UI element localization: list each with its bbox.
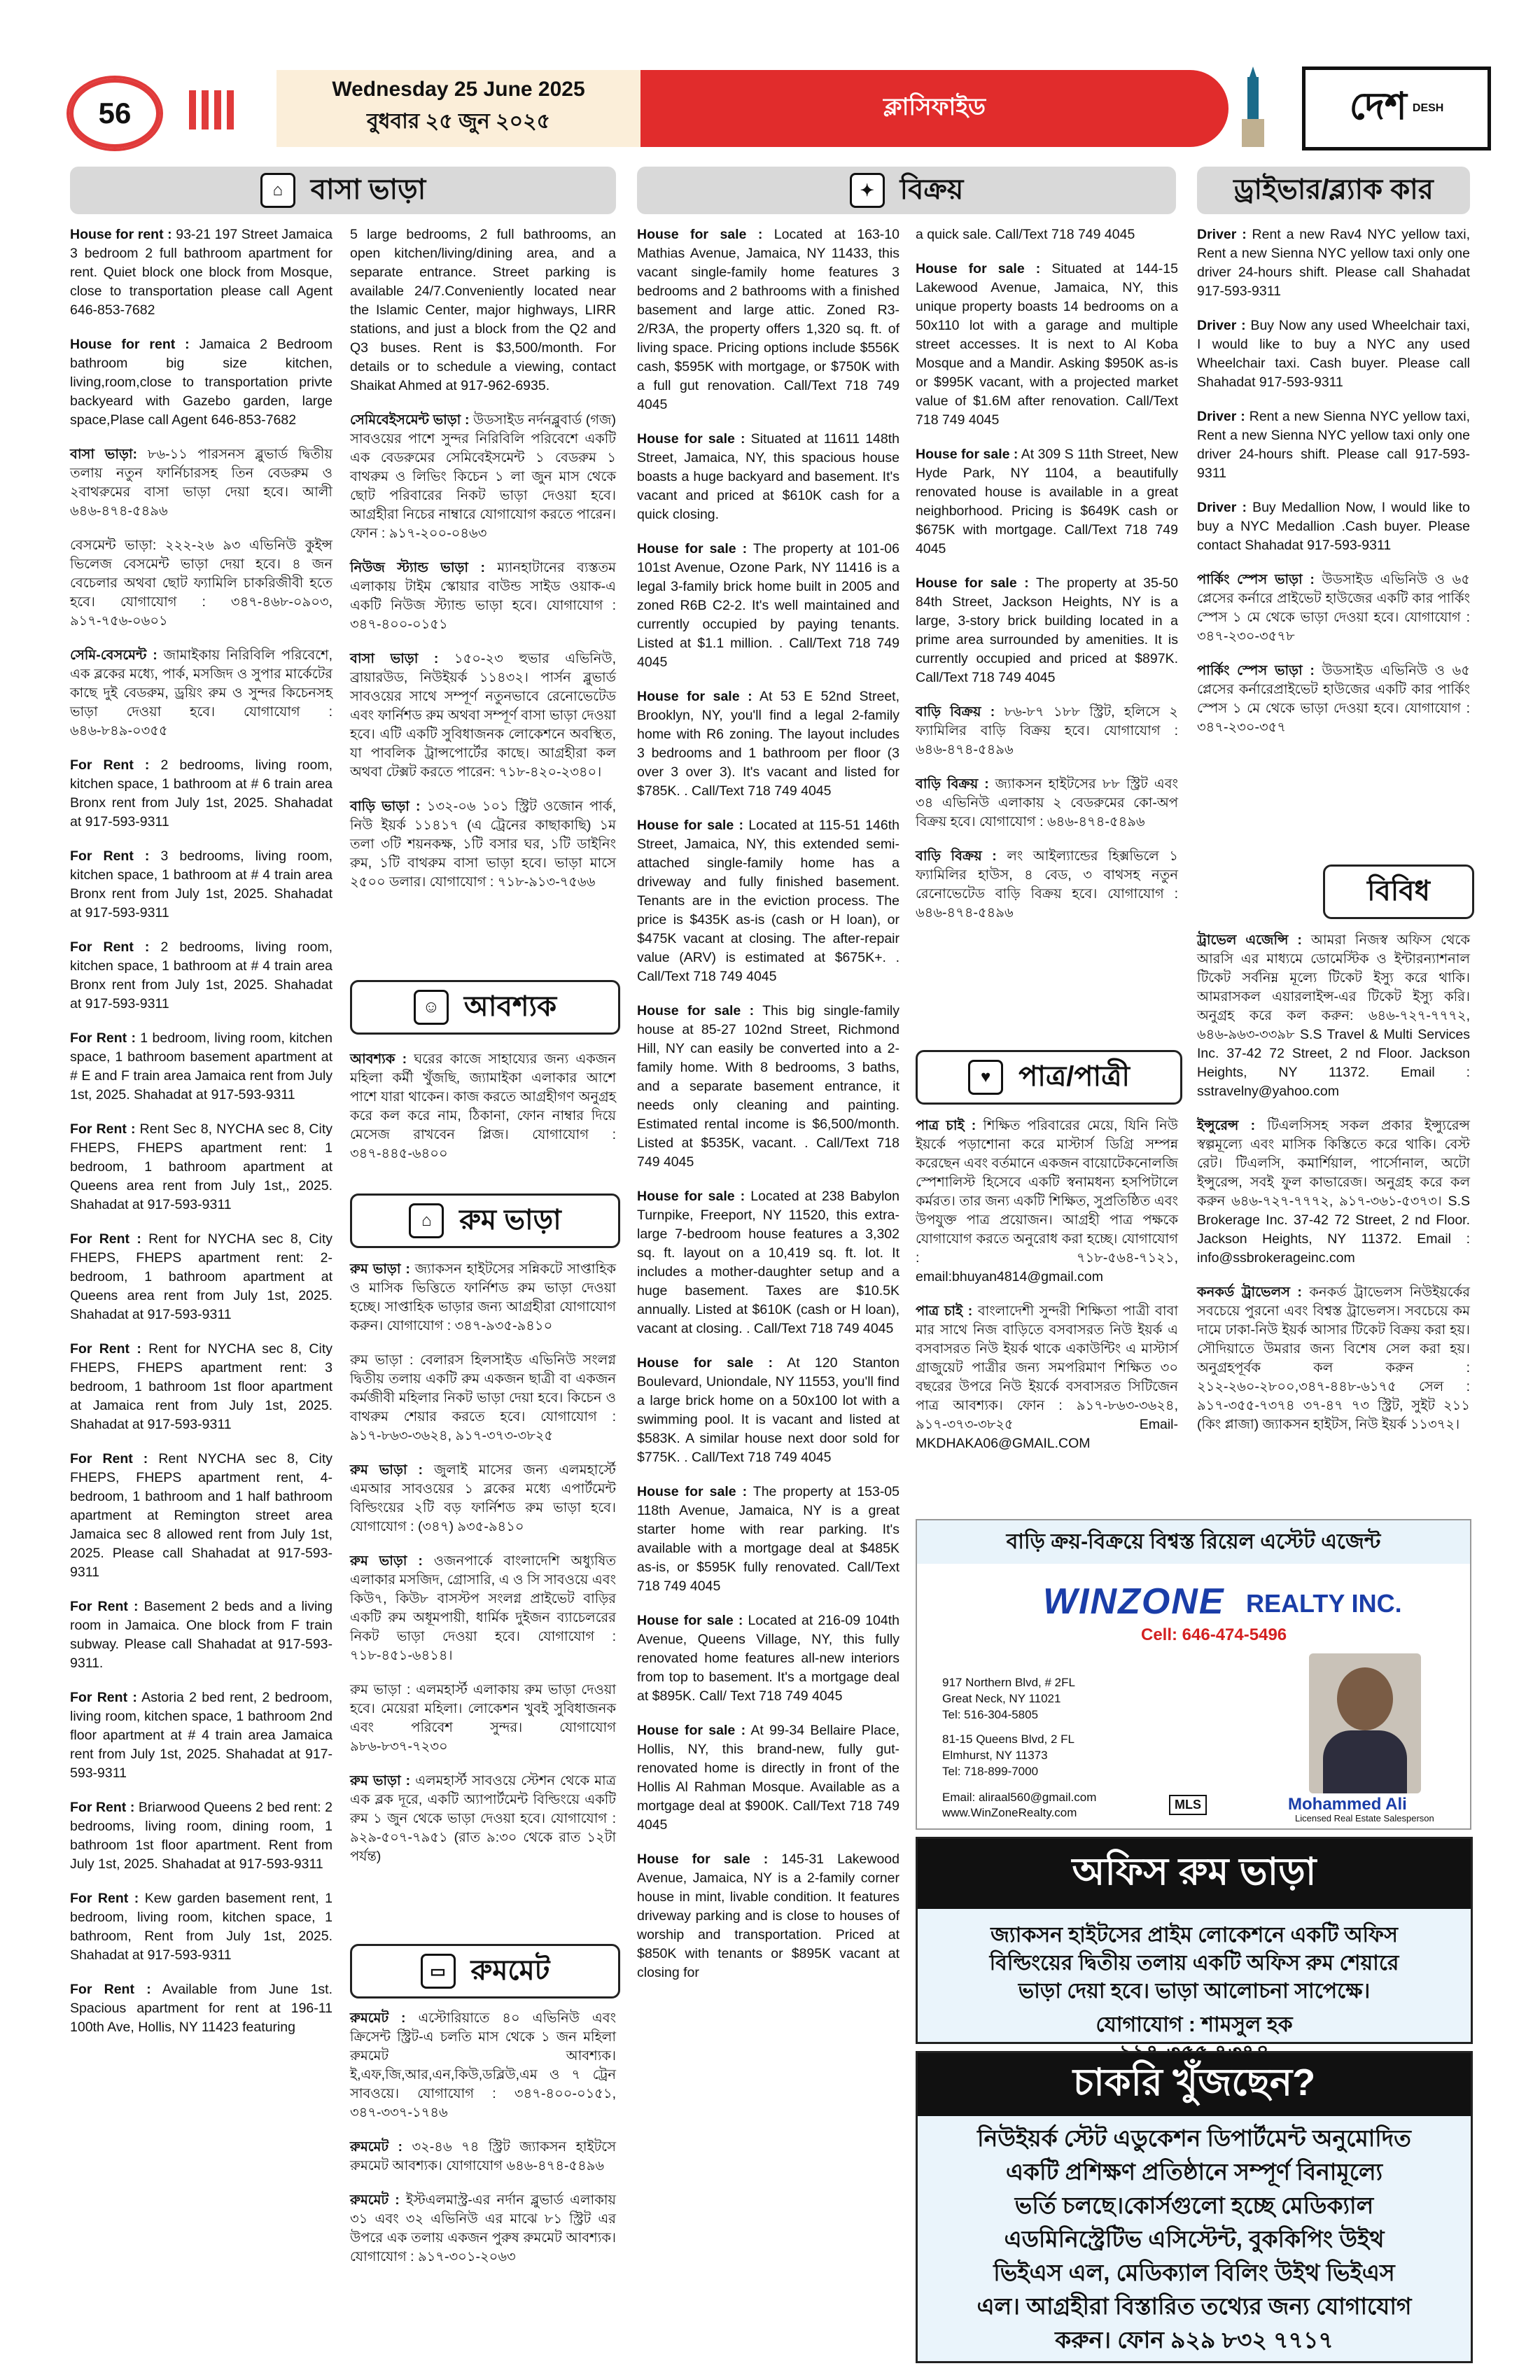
- winzone-addr-line: Tel: 718-899-7000: [942, 1765, 1039, 1778]
- winzone-cell: Cell: 646-474-5496: [1141, 1625, 1287, 1644]
- office-ad-line: জ্যাকসন হাইটসের প্রাইম লোকেশনে একটি অফিস: [990, 1924, 1398, 1947]
- classified-ad-lead: House for sale :: [916, 447, 1018, 462]
- section-banner: [640, 70, 1228, 147]
- classified-ad: [637, 540, 899, 672]
- classified-ad: [916, 1116, 1178, 1287]
- classified-ad-lead: For Rent :: [70, 1891, 139, 1906]
- classified-ad: [70, 1889, 332, 1965]
- winzone-realty-ad: [916, 1519, 1471, 1830]
- classified-ad-lead: House for sale :: [637, 1189, 746, 1204]
- classified-ad-lead: House for sale :: [916, 261, 1041, 276]
- classified-ad-text: Located at 216-09 104th Avenue, Queens Village, NY, this fully renovated home features all-new interiors from top to basement. It's a mortgage deal at $895K. Call/ Text 718 749 4045: [637, 1613, 899, 1704]
- classified-ad: [70, 445, 332, 521]
- house-icon: ⌂: [260, 173, 295, 208]
- classified-ad-lead: House for sale :: [637, 1484, 748, 1499]
- classified-ad-lead: House for sale :: [637, 431, 746, 447]
- classified-ad-text: The property at 35-50 84th Street, Jackson Heights, NY is a large, 3-story brick building located in a prime area surrounded by amenities. It is currently occupied and priced at $897K. Call/Text 718 749 4045: [916, 575, 1178, 685]
- classified-ad-text: At 53 E 52nd Street, Brooklyn, NY, you'll find a legal 2-family home with R6 zoning. The layout includes 3 bedrooms and 1 bathroom per floor (3 over 3 over 3). It's vacant and listed for $785K. . Call/Text 718 749 4045: [637, 689, 899, 799]
- classified-ad-text: This big single-family house at 85-27 102nd Street, Richmond Hill, NY can easily be converted into a 2-family home. With 8 bedrooms, 3 baths, and a separate basement entrance, it needs only cleaning and painting. Estimated rental income is $6,500/month. Listed at $535K, vacant. . Call/Text 718 749 4045: [637, 1003, 899, 1170]
- column-driver: [1197, 225, 1470, 752]
- column-sale-1: [637, 225, 899, 1998]
- classified-ad-text: উডসাইড এভিনিউ ও ৬৫ প্লেসের কর্নারেপ্রাইভেট হাউজের একটি কার পার্কিং স্পেস ১ মে থেকে ভাড়া দেওয়া হবে। যোগাযোগ : ৩৪৭-২৩০-৩৫৭: [1197, 663, 1470, 735]
- section-sale-label: বিক্রয়: [899, 174, 964, 205]
- office-ad-line: বিল্ডিংয়ের দ্বিতীয় তলায় একটি অফিস রুম শেয়ারে: [989, 1952, 1399, 1975]
- winzone-banner: বাড়ি ক্রয়-বিক্রয়ে বিশ্বস্ত রিয়েল এস্টেট এজেন্ট: [917, 1520, 1470, 1564]
- classified-ad: [70, 1688, 332, 1783]
- job-ad-title: চাকরি খুঁজছেন?: [918, 2053, 1471, 2116]
- classified-ad-lead: For Rent :: [70, 1341, 141, 1357]
- classified-ad: [350, 797, 616, 892]
- classified-ad-text: Rent NYCHA sec 8, City FHEPS, FHEPS apartment rent, 4-bedroom, 1 bathroom and 1 half bathroom apartment at Remington street area Jamaica sec 8 allowed rent from July 1st, 2025. Please call Shahadat at 917-593-9311: [70, 1451, 332, 1580]
- classified-ad-text: Situated at 11611 148th Street, Jamaica, NY, this spacious house boasts a huge backyard and basement. It's vacant and priced at $610K cash for a quick closing.: [637, 431, 899, 522]
- column-room: [350, 1260, 616, 1882]
- classified-ad-lead: কনকর্ড ট্রাভেলস :: [1197, 1284, 1302, 1300]
- classified-ad: [350, 2138, 616, 2176]
- agent-photo: [1309, 1653, 1421, 1793]
- classified-ad: [916, 445, 1178, 559]
- classified-ad-text: The property at 153-05 118th Avenue, Jamaica, NY is a great starter home with rear parking. It's available with a mortgage deal at $485K as-is, or $595K fully renovated. Call/Text 718 749 4045: [637, 1484, 899, 1594]
- page-header: [0, 0, 1540, 154]
- classified-ad-text: Located at 238 Babylon Turnpike, Freeport, NY 11520, this extra-large 7-bedroom house features a 3,302 sq. ft. layout on a 10,419 sq. ft. lot. It includes a mother-daughter setup and a huge basement. Taxes are $10.5K annually. Listed at $610K (cash or H loan), vacant at closing. . Call/Text 718 749 4045: [637, 1189, 899, 1336]
- classified-ad-lead: বাড়ি ভাড়া :: [350, 799, 421, 814]
- classified-ad: [637, 687, 899, 801]
- classified-ad-lead: House for rent :: [70, 227, 172, 242]
- section-head-wanted: [350, 980, 620, 1035]
- classified-ad-lead: সেমিবেইসমেন্ট ভাড়া :: [350, 412, 470, 428]
- classified-ad-lead: For Rent :: [70, 1231, 141, 1247]
- classified-ad-text: 93-21 197 Street Jamaica 3 bedroom 2 full bathroom apartment for rent. Quiet block one block from Mosque, close to transportation please call Agent 646-853-7682: [70, 227, 332, 318]
- bed-icon: ▭: [421, 1954, 456, 1989]
- winzone-addr-line: 81-15 Queens Blvd, 2 FL: [942, 1732, 1075, 1746]
- classified-ad-lead: For Rent :: [70, 1690, 137, 1705]
- classified-ad-lead: For Rent :: [70, 1599, 139, 1614]
- classified-ad: [1197, 407, 1470, 483]
- classified-ad-text: Rent a new Sienna NYC yellow taxi, Rent a new Sienna NYC yellow taxi only one driver 24-hours shift. Please call 917-593-9311: [1197, 409, 1470, 481]
- classified-ad: [637, 1611, 899, 1706]
- classified-ad: [1197, 662, 1470, 737]
- agent-name: Mohammed Ali: [1288, 1795, 1407, 1814]
- winzone-contact: [942, 1790, 1096, 1821]
- classified-ad-text: জ্যাকসন হাইটসের সন্নিকটে সাপ্তাহিক ও মাসিক ভিত্তিতে ফার্নিশড রুম ভাড়া দেওয়া হচ্ছে। সাপ্তাহিক ভাড়ার জন্য আগ্রহীরা যোগাযোগ করুন। যোগাযোগ : ৩৪৭-৯৩৫-৯৪১০: [350, 1261, 616, 1334]
- winzone-addr-line: Great Neck, NY 11021: [942, 1692, 1061, 1705]
- job-ad-line: এল। আগ্রহীরা বিস্তারিত তথ্যের জন্য যোগাযোগ: [976, 2293, 1412, 2319]
- classified-ad-text: টিএলসিসহ সকল প্রকার ইন্স্যুরেন্স স্বল্পমূল্যে এবং মাসিক কিস্তিতে করে থাকি। বেস্ট রেট। টিএলসি, কমার্শিয়াল, পার্সোনাল, অটো ইন্সুরেন্স, সবই ফুল কাভারেজ। অনুগ্রহ করে কল করুন ৬৪৬-৭২৭-৭৭৭২, ৯১৭-৩৬১-৫৩৭৩। S.S Brokerage Inc. 37-42 72 Street, 2 nd Floor. Jackson Heights, NY 11372. Email : info@ssbrokerageinc.com: [1197, 1118, 1470, 1266]
- classified-ad-text: 2 bedrooms, living room, kitchen space, 1 bathroom at # 6 train area Bronx rent from July 1st, 2025. Shahadat at 917-593-9311: [70, 757, 332, 830]
- classified-ad: [350, 1681, 616, 1756]
- classified-ad-text: Rent a new Rav4 NYC yellow taxi, Rent a new Sienna NYC yellow taxi only one driver 24-hours shift. Please call Shahadat 917-593-9311: [1197, 227, 1471, 299]
- classified-ad: [350, 1461, 616, 1536]
- classified-ad: [637, 1850, 899, 1982]
- classified-ad-lead: House for sale :: [637, 1723, 746, 1738]
- section-roommate-label: রুমমেট: [470, 1954, 550, 1986]
- classified-ad: [70, 756, 332, 832]
- section-room-label: রুম ভাড়া: [459, 1204, 561, 1236]
- classified-ad-lead: রুমমেট :: [350, 2010, 406, 2026]
- classified-ad: [1197, 570, 1470, 646]
- classified-ad-text: At 309 S 11th Street, New Hyde Park, NY 1104, a beautifully renovated house is available in a great neighborhood. Pricing is $649K cash or $675K with mortgage. Call/Text 718 749 4045: [916, 447, 1178, 556]
- office-ad-line: ভাড়া দেয়া হবে। ভাড়া আলোচনা সাপেক্ষে।: [1018, 1980, 1371, 2003]
- classified-ad-text: 145-31 Lakewood Avenue, Jamaica, NY is a 2-family corner house in mint, livable condition. It features driveway parking and is close to houses of worship and transportation. Priced at $850K with tenants or $895K vacant at closing for: [637, 1851, 899, 1980]
- statue-of-liberty-icon: [1232, 63, 1274, 147]
- classified-ad-lead: পাত্র চাই :: [916, 1303, 973, 1319]
- classified-ad-lead: House for sale :: [637, 1851, 769, 1867]
- classified-ad-text: ৩২-৪৬ ৭৪ স্ট্রিট জ্যাকসন হাইটসে রুমমেট আবশ্যক। যোগাযোগ ৬৪৬-৪৭৪-৫৪৯৬: [350, 2139, 616, 2174]
- classified-ad-lead: রুমমেট :: [350, 2192, 400, 2208]
- classified-ad: [70, 646, 332, 741]
- classified-ad: [916, 703, 1178, 760]
- classified-ad: [70, 1029, 332, 1105]
- classified-ad: [637, 816, 899, 986]
- classified-ad-lead: ইন্সুরেন্স :: [1197, 1118, 1256, 1133]
- classified-ad: [70, 1450, 332, 1582]
- winzone-addr-line: Tel: 516-304-5805: [942, 1708, 1039, 1721]
- classified-ad: [350, 1552, 616, 1665]
- classified-ad-lead: রুম ভাড়া :: [350, 1553, 423, 1569]
- classified-ad-text: Buy Medallion Now, I would like to buy a NYC Medallion .Cash buyer. Please contact Shahadat 917-593-9311: [1197, 500, 1470, 553]
- section-head-room: [350, 1194, 620, 1248]
- classified-ad: [916, 574, 1178, 687]
- job-ad-body: [918, 2116, 1471, 2361]
- classified-ad-text: Kew garden basement rent, 1 bedroom, living room, kitchen space, 1 bathroom, Rent from July 1st, 2025. Shahadat at 917-593-9311: [70, 1891, 332, 1963]
- column-matrimony: [916, 1116, 1178, 1469]
- classified-ad: [1197, 225, 1470, 301]
- classified-ad: [70, 1798, 332, 1874]
- classified-ad: [350, 1351, 616, 1446]
- classified-ad-lead: রুম ভাড়া :: [350, 1261, 410, 1277]
- classified-ad: [637, 1002, 899, 1172]
- classified-ad-lead: For Rent :: [70, 757, 150, 773]
- classified-ad-lead: House for sale :: [637, 227, 763, 242]
- column-rent-2: [350, 225, 616, 907]
- classified-ad-text: At 120 Stanton Boulevard, Uniondale, NY 11553, you'll find a large brick home on a 50x100 lot with a swimming pool. It is vacant and listed at $583K. A similar house next door sold for $775K. . Call/Text 718 749 4045: [637, 1355, 899, 1465]
- classified-ad-text: Available from June 1st. Spacious apartment for rent at 196-11 100th Ave, Hollis, NY 11423 featuring: [70, 1982, 332, 2035]
- classified-ad-text: শিক্ষিত পরিবারের মেয়ে, যিনি নিউ ইয়র্কে পড়াশোনা করে মাস্টার্স ডিগ্রি সম্পন্ন করেছেন এবং বর্তমানে একজন বায়োটেকনোলজি স্পেশালিস্ট হিসেবে একটি স্বনামধন্য হসপিটালে কর্মরত। তার জন্য একটি শিক্ষিত, সুপ্রতিষ্ঠিত এবং উপযুক্ত পাত্র প্রয়োজন। আগ্রহী পাত্র পক্ষকে যোগাযোগ করতে অনুরোধ করা হচ্ছে। যোগাযোগ : ৭১৮-৫৬৪-৭১২১, email:bhuyan4814@gmail.com: [916, 1118, 1178, 1284]
- classified-ad: [916, 775, 1178, 832]
- classified-ad-lead: ট্রাভেল এজেন্সি :: [1197, 932, 1302, 948]
- column-misc: [1197, 931, 1470, 1450]
- classified-ad-text: ৮৬-৮৭ ১৮৮ স্ট্রিট, হলিসে ২ ফ্যামিলির বাড়ি বিক্রয় হবে। যোগাযোগ : ৬৪৬-৪৭৪-৫৪৯৬: [916, 704, 1178, 757]
- classified-ad-lead: For Rent :: [70, 1121, 136, 1137]
- classified-ad-text: Astoria 2 bed rent, 2 bedroom, living room, kitchen space, 1 bathroom 2nd floor apartment at # 4 train area Jamaica rent from July 1st, 2025. Shahadat at 917-593-9311: [70, 1690, 332, 1781]
- classified-ad: [70, 1340, 332, 1434]
- classified-ad: [350, 2009, 616, 2122]
- classified-ad: [637, 1187, 899, 1338]
- classified-ad: [70, 847, 332, 923]
- classified-ad-lead: For Rent :: [70, 1030, 136, 1046]
- classified-ad-lead: বাড়ি বিক্রয় :: [916, 848, 997, 864]
- winzone-logo: WINZONE: [1043, 1581, 1225, 1622]
- classified-ad: [70, 1597, 332, 1673]
- header-date: [276, 70, 640, 147]
- couple-icon: ♥: [968, 1060, 1003, 1095]
- section-head-driver: [1197, 167, 1470, 214]
- column-rent-1: [70, 225, 332, 2052]
- classified-ad-lead: For Rent :: [70, 939, 150, 955]
- people-icon: ☺: [414, 990, 449, 1025]
- classified-ad-lead: For Rent :: [70, 1800, 135, 1815]
- classified-ad: [70, 1980, 332, 2037]
- classified-ad-lead: House for sale :: [637, 818, 743, 833]
- section-head-rent: [70, 167, 616, 214]
- classified-ad-text: Rent for NYCHA sec 8, City FHEPS, FHEPS apartment rent: 2-bedroom, 1 bathroom apartment at Queens area rent from July 1st, 2025. Shahadat at 917-593-9311: [70, 1231, 333, 1322]
- section-matrimony-label: পাত্র/পাত্রী: [1018, 1060, 1130, 1092]
- house-icon: ⌂: [409, 1203, 444, 1238]
- classified-ad-text: ম্যানহাটানের ব্যস্ততম এলাকায় টাইম স্কোয়ার বাউন্ড সাইড ওয়াক-এ একটি নিউজ স্ট্যান্ড ভাড়া হবে। যোগাযোগ : ৩৪৭-৪০০-০১৫১: [350, 560, 616, 632]
- classified-ad-text: বেসমেন্ট ভাড়া: ২২২-২৬ ৯৩ এভিনিউ কুইন্স ভিলেজ বেসমেন্ট ভাড়া দেয়া হবে। ৪ জন বেচেলার অথবা ছোট ফ্যামিলি চাকরিজীবী হতে হবে। যোগাযোগ : ৩৪৭-৪৬৮-০৯০৩, ৯১৭-৭৫৬-০৬০১: [70, 538, 332, 629]
- classified-ad-lead: House for rent :: [70, 337, 190, 352]
- classified-ad-lead: For Rent :: [70, 848, 150, 864]
- classified-ad-text: a quick sale. Call/Text 718 749 4045: [916, 227, 1135, 242]
- classified-ad-lead: House for sale :: [637, 1003, 755, 1018]
- classified-ad: [1197, 931, 1470, 1101]
- classified-ad-lead: House for sale :: [637, 1355, 773, 1371]
- classified-ad: [916, 260, 1178, 430]
- column-sale-2: [916, 225, 1178, 938]
- classified-ad-text: Rent for NYCHA sec 8, City FHEPS, FHEPS apartment rent: 3 bedroom, 1 bathroom 1st floor apartment at Jamaica rent from July 1st, 2025. Shahadat at 917-593-9311: [70, 1341, 333, 1432]
- classified-ad-text: ওজনপার্কে বাংলাদেশি অধ্যুষিত এলাকার মসজিদ, গ্রোসারি, এ ও সি সাবওয়ে এবং কিউ৭, কিউ৮ বাসস্টপ সংলগ্ন প্রাইভেট বাড়ির একটি রুম অধূমপায়ী, ধার্মিক দুইজন ব্যাচেলরের নিকট ভাড়া দেওয়া হবে। যোগাযোগ : ৭১৮-৪৫১-৬৪১৪।: [350, 1553, 616, 1663]
- office-ad-body: [918, 1909, 1471, 2042]
- classified-ad: [350, 411, 616, 543]
- classified-ad: [637, 430, 899, 524]
- classified-ad: [70, 1120, 332, 1214]
- page-number: 56: [85, 89, 145, 138]
- winzone-email: Email: aliraal560@gmail.com: [942, 1791, 1097, 1804]
- classified-ad-text: ১৩২-০৬ ১০১ স্ট্রিট ওজোন পার্ক, নিউ ইয়র্ক ১১৪১৭ (এ ট্রেনের কাছাকাছি) ১ম তলা ৩টি শয়নকক্ষ, ১টি বসার ঘর, ১টি ডাইনিং রুম, ১টি বাথরুম বাসা ভাড়া হবে। ভাড়া মাসে ২৫০০ ডলার। যোগাযোগ : ৭১৮-৯১৩-৭৫৬৬: [350, 799, 616, 890]
- section-head-misc: [1323, 864, 1474, 919]
- classified-ad: [70, 536, 332, 631]
- classified-ad: [350, 1050, 616, 1163]
- section-head-roommate: [350, 1944, 620, 1998]
- classified-ad-text: ১৫০-২৩ হুভার এভিনিউ, ব্রায়ারউড, নিউইয়র্ক ১১৪৩২। পার্সন ব্লুভার্ড সাবওয়ের সাথে সম্পূর্ণ নতুনভাবে রেনোভেটেড এবং ফার্নিশড রুম অথবা সম্পূর্ণ বাসা ভাড়া দেওয়া হবে। এটি একটি সুবিধাজনক লোকেশনে অবস্থিত, যা পাবলিক ট্রান্সপোর্টের কাছে। আগ্রহীরা কল অথবা টেক্সট করতে পারেন: ৭১৮-৪২০-২৩৪০।: [350, 651, 616, 780]
- classified-ad-lead: Driver :: [1197, 409, 1245, 424]
- job-ad-line: করুন। ফোন ৯২৯ ৮৩২ ৭৭১৭: [1055, 2327, 1334, 2353]
- winzone-addr-line: 917 Northern Blvd, # 2FL: [942, 1676, 1075, 1689]
- classified-ad-text: এস্টোরিয়াতে ৪০ এভিনিউ এবং ক্রিসেন্ট স্ট্রিট-এ চলতি মাস থেকে ১ জন মহিলা রুমমেট আবশ্যক। ই,এফ,জি,আর,এন,কিউ,ডব্লিউ,এম ও ৭ ট্রেন সাবওয়ে। যোগাযোগ : ৩৪৭-৪০০-০১৫১, ৩৪৭-৩৩৭-১৭৪৬: [350, 2010, 616, 2120]
- classified-ad-text: 5 large bedrooms, 2 full bathrooms, an open kitchen/living/dining area, and a separate entrance. Street parking is available 24/7.Conveniently located near the Islamic Center, major highways, LIRR stations, and just a block from the Q2 and Q3 buses. Rent is $3,500/month. For details or to schedule a viewing, contact Shaikat Ahmed at 917-962-6935.: [350, 227, 616, 393]
- classified-ad-text: Rent Sec 8, NYCHA sec 8, City FHEPS, FHEPS apartment rent: 1 bedroom, 1 bathroom apartment at Queens area rent from July 1st,, 2025. Shahadat at 917-593-9311: [70, 1121, 332, 1212]
- classified-ad-text: জুলাই মাসের জন্য এলমহার্স্টে এমআর সাবওয়ের ১ ব্লকের মধ্যে এপার্টমেন্ট বিল্ডিংয়ের ২টি বড় ফার্নিশড রুম ভাড়া হবে। যোগাযোগ : (৩৪৭) ৯৩৫-৯৪১০: [350, 1462, 616, 1534]
- classified-ad: [1197, 316, 1470, 392]
- job-ad-line: এডমিনিস্ট্রেটিভ এসিস্টেন্ট, বুককিপিং উইথ: [1004, 2226, 1385, 2252]
- classified-ad-lead: আবশ্যক :: [350, 1051, 407, 1067]
- classified-ad-lead: For Rent :: [70, 1982, 151, 1997]
- classified-ad-lead: নিউজ স্ট্যান্ড ভাড়া :: [350, 560, 485, 575]
- date-bengali: বুধবার ২৫ জুন ২০২৫: [366, 109, 551, 133]
- office-ad-title: অফিস রুম ভাড়া: [918, 1839, 1471, 1909]
- classified-ad: [350, 1772, 616, 1866]
- classified-ad-text: ইস্টএলমাস্ট্র-এর নর্দান ব্লুভার্ড এলাকায় ৩১ এবং ৩২ এভিনিউ এর মাঝে ৮১ স্ট্রিট এর উপরে এক তলায় একজন পুরুষ রুমমেট আবশ্যক। যোগাযোগ : ৯১৭-৩০১-২০৬৩: [350, 2192, 616, 2264]
- classified-ad-lead: বাসা ভাড়া:: [70, 447, 138, 462]
- classified-ad-lead: বাসা ভাড়া :: [350, 651, 439, 666]
- classified-ad-text: কনকর্ড ট্রাভেলস নিউইয়র্কের সবচেয়ে পুরনো এবং বিশ্বস্ত ট্রাভেলস। সবচেয়ে কম দামে ঢাকা-নিউ ইয়র্ক আসার টিকেট বিক্রয় করা হয়। সৌদিয়াতে উমরার জন্য বিশেষ সেল করা হয়। অনুগ্রহপূর্বক কল করুন : ২১২-২৬০-২৮০০,৩৪৭-৪৪৮-৬১৭৫ সেল : ৯১৭-৩৫৫-৭৩৭৪ ৩৭-৪৭ ৭৩ স্ট্রিট, সুইট ২১১ (কিং প্লাজা) জ্যাকসন হাইটস, নিউ ইয়র্ক ১১৩৭২।: [1197, 1284, 1470, 1432]
- classified-ad-lead: পার্কিং স্পেস ভাড়া :: [1197, 572, 1315, 587]
- classified-ad-lead: House for sale :: [916, 575, 1029, 591]
- classified-ad: [916, 1302, 1178, 1453]
- classified-ad: [916, 225, 1178, 244]
- winzone-addr-line: Elmhurst, NY 11373: [942, 1749, 1048, 1762]
- classified-ad-text: জামাইকায় নিরিবিলি পরিবেশে, এক ব্লকের মধ্যে, পার্ক, মসজিদ ও সুপার মার্কেটের কাছে দুই বেডরুম, ড্রয়িং রুম ও সুন্দর কিচেনসহ ভাড়া দেওয়া হবে। যোগাযোগ : ৬৪৬-৮৪৯-০৩৫৫: [70, 648, 332, 738]
- classified-ad-lead: পাত্র চাই :: [916, 1118, 976, 1133]
- classified-ad-lead: সেমি-বেসমেন্ট :: [70, 648, 158, 663]
- classified-ad-text: এলমহার্স্ট সাবওয়ে স্টেশন থেকে মাত্র এক ব্লক দূরে, একটি অ্যাপার্টমেন্ট বিল্ডিংয়ে একটি রুম ১ জুন থেকে ভাড়া দেওয়া হবে। যোগাযোগ : ৯২৯-৫০৭-৭৯৫১ (রাত ৯:৩০ থেকে রাত ১২টা পর্যন্ত): [350, 1773, 616, 1864]
- classified-ad-lead: Driver :: [1197, 500, 1247, 515]
- classified-ad-lead: Driver :: [1197, 318, 1246, 333]
- job-ad-line: ভিইএস এল, মেডিক্যাল বিলিং উইথ ভিইএস: [993, 2260, 1395, 2286]
- classified-ad-text: রুম ভাড়া : এলমহার্স্ট এলাকায় রুম ভাড়া দেওয়া হবে। মেয়েরা মহিলা। লোকেশন খুবই সুবিধাজনক এবং পরিবেশ সুন্দর। যোগাযোগ ৯৮৬-৮৩৭-৭২৩০: [350, 1682, 616, 1754]
- desh-logo: [1302, 66, 1491, 150]
- classified-ad: [70, 1230, 332, 1324]
- classified-ad-text: ৮৬-১১ পারসনস ব্লুভার্ড দ্বিতীয় তলায় নতুন ফার্নিচারসহ তিন বেডরুম ও ২বাথরুমের বাসা ভাড়া দেয়া হবে। আলী ৬৪৬-৪৭৪-৫৪৯৬: [70, 447, 332, 519]
- job-ad-line: নিউইয়র্ক স্টেট এডুকেশন ডিপার্টমেন্ট অনুমোদিত: [977, 2125, 1411, 2151]
- classified-ad-text: রুম ভাড়া : বেলারস হিলসাইড এভিনিউ সংলগ্ন দ্বিতীয় তলায় একটি রুম একজন ছাত্রী বা একজন কর্মজীবী মহিলার নিকট ভাড়া দেয়া হবে। কিচেন ও বাথরুম শেয়ার করতে হবে। যোগাযোগ : ৯১৭-৮৬৩-৩৬২৪, ৯১৭-৩৭৩-৩৮২৫: [350, 1352, 616, 1443]
- classified-ad-text: Jamaica 2 Bedroom bathroom big size kitchen, living,room,close to transportation privte backyeard with Gazebo garden, large space,Plase call Agent 646-853-7682: [70, 337, 332, 428]
- classified-ad-text: Located at 115-51 146th Street, Jamaica, NY, this extended semi-attached single-family home has a driveway and fully finished basement. Tenants are in the eviction process. The price is $435K as-is (cash or H loan), or $475K vacant at closing. The after-repair value (ARV) is estimated at $675K+. . Call/Text 718 749 4045: [637, 818, 899, 984]
- logo-subtext: DESH: [1412, 102, 1444, 114]
- winzone-addresses: [942, 1674, 1075, 1779]
- winzone-realty-label: REALTY INC.: [1246, 1589, 1402, 1618]
- classified-ad-text: Buy Now any used Wheelchair taxi, I would like to buy a NYC any used Wheelchair taxi. Cash buyer. Please call Shahadat 917-593-9311: [1197, 318, 1470, 390]
- classified-ad-lead: বাড়ি বিক্রয় :: [916, 704, 995, 720]
- classified-ad-text: জ্যাকসন হাইটসের ৮৮ স্ট্রিট এবং ৩৪ এভিনিউ এলাকায় ২ বেডরুমের কো-অপ বিক্রয় হবে। যোগাযোগ : ৬৪৬-৪৭৪-৫৪৯৬: [916, 776, 1178, 830]
- classified-ad-lead: House for sale :: [637, 689, 752, 704]
- classified-ad: [1197, 1283, 1470, 1434]
- classified-ad-text: লং আইল্যান্ডের হিক্সভিলে ১ ফ্যামিলির হাউস, ৪ বেড, ৩ বাথসহ নতুন রেনোভেটেড বাড়ি বিক্রয় হবে। যোগাযোগ : ৬৪৬-৪৭৪-৫৪৯৬: [916, 848, 1178, 920]
- office-ad-contact: যোগাযোগ : শামসুল হক: [1096, 2013, 1293, 2036]
- classified-ad: [637, 1483, 899, 1596]
- classified-ad: [350, 650, 616, 782]
- classified-ad: [350, 1260, 616, 1336]
- classified-ad-text: ঘরের কাজে সাহায্যের জন্য একজন মহিলা কর্মী খুঁজছি, জ্যামাইকা এলাকার আশে পাশে যারা থাকেন। কাজ করতে আগ্রহীগণ অনুগ্রহ করে কল করে নাম, ঠিকানা, ফোন নাম্বার দিয়ে মেসেজ রাখবেন প্লিজ। যোগাযোগ : ৩৪৭-৪৪৫-৬৪০০: [350, 1051, 616, 1161]
- classified-ad-text: উডসাইড এভিনিউ ও ৬৫ প্লেসের কর্নারে প্রাইভেট হাউজের একটি কার পার্কিং স্পেস ১ মে থেকে ভাড়া দেওয়া হবে। যোগাযোগ : ৩৪৭-২৩০-৩৫৭৮: [1197, 572, 1470, 644]
- tag-icon: ✦: [850, 173, 885, 208]
- section-driver-label: ড্রাইভার/ব্ল্যাক কার: [1233, 174, 1434, 205]
- classified-ad-text: The property at 101-06 101st Avenue, Ozone Park, NY 11416 is a legal 3-family brick home built in 2005 and zoned R6B C2-2. It's well maintained and currently occupied by paying tenants. Listed at $1.1 million. . Call/Text 718 749 4045: [637, 541, 899, 670]
- page-number-badge: [66, 76, 163, 151]
- classified-ad-text: Situated at 144-15 Lakewood Avenue, Jamaica, NY, this unique property boasts 14 bedrooms on a 50x110 lot with a garage and multiple street accesses. It is next to Al Koba Mosque and a Mandir. Asking $950K as-is or $995K vacant, with a projected market value of $1.6M after renovation. Call/Text 718 749 4045: [916, 261, 1178, 428]
- section-wanted-label: আবশ্যক: [463, 990, 557, 1022]
- column-wanted: [350, 1050, 616, 1179]
- job-ad-line: ভর্তি চলছে।কোর্সগুলো হচ্ছে মেডিক্যাল: [1014, 2192, 1374, 2218]
- classified-ad-text: 1 bedroom, living room, kitchen space, 1 bathroom basement apartment at # E and F train area Jamaica rent from July 1st, 2025. Shahadat at 917-593-9311: [70, 1030, 332, 1102]
- date-english: Wednesday 25 June 2025: [332, 77, 585, 101]
- classified-ad: [350, 2191, 616, 2267]
- classified-ad-lead: For Rent :: [70, 1451, 148, 1466]
- job-ad-line: একটি প্রশিক্ষণ প্রতিষ্ঠানে সম্পূর্ণ বিনামূল্যে: [1005, 2159, 1383, 2185]
- agent-role: Licensed Real Estate Salesperson: [1295, 1813, 1434, 1823]
- classified-ad-lead: রুম ভাড়া :: [350, 1773, 411, 1788]
- classified-ad-text: Located at 163-10 Mathias Avenue, Jamaica, NY 11433, this vacant single-family home features 3 bedrooms and 2 bathrooms with a finished basement and large attic. Zoned R3-2/R3A, the property offers 1,320 sq. ft. of living space. Pricing options include $556K cash, $595K with mortgage, or $750K with a full gut renovation. Call/Text 718 749 4045: [637, 227, 899, 412]
- logo-text: দেশ: [1349, 85, 1407, 127]
- classified-ad: [70, 938, 332, 1014]
- classified-ad: [1197, 1116, 1470, 1268]
- section-head-sale: [637, 167, 1176, 214]
- classified-ad-text: Briarwood Queens 2 bed rent: 2 bedrooms, living room, dining room, 1 bathroom 1st floor apartment. Rent from July 1st, 2025. Shahadat at 917-593-9311: [70, 1800, 332, 1872]
- header-bars-icon: [189, 84, 245, 136]
- classified-ad-text: Basement 2 beds and a living room in Jamaica. One block from F train subway. Please call Shahadat at 917-593-9311.: [70, 1599, 332, 1671]
- classified-ad: [1197, 498, 1470, 555]
- classified-ad: [637, 1354, 899, 1467]
- classified-ad-lead: বাড়ি বিক্রয় :: [916, 776, 989, 792]
- section-title: ক্লাসিফাইড: [883, 93, 986, 120]
- classified-ad: [637, 1721, 899, 1835]
- classified-ad-text: বাংলাদেশী সুন্দরী শিক্ষিতা পাত্রী বাবা মার সাথে নিজ বাড়িতে বসবাসরত নিউ ইয়র্ক এ বসবাসরত নিউ ইয়র্ক থাকে একাউন্টিং এ মাস্টার্স গ্রাজুয়েট পাত্রীর জন্য সমপরিমাণ শিক্ষিত ৩০ বছরের উপরে নিউ ইয়র্কে বসবাসরত সিটিজেন পাত্র আবশ্যক। ফোন : ৯১৭-৮৬৩-৩৬২৪, ৯১৭-৩৭৩-৩৮২৫ Email- MKDHAKA06@GMAIL.COM: [916, 1303, 1178, 1451]
- job-search-ad: [916, 2051, 1473, 2363]
- classified-ad: [637, 225, 899, 414]
- winzone-website: www.WinZoneRealty.com: [942, 1806, 1077, 1819]
- classified-ad: [350, 225, 616, 396]
- classified-ad-lead: House for sale :: [637, 1613, 743, 1628]
- classified-ad-lead: রুম ভাড়া :: [350, 1462, 423, 1478]
- classified-ad: [70, 335, 332, 430]
- column-roommate: [350, 2009, 616, 2282]
- classified-ad-lead: পার্কিং স্পেস ভাড়া :: [1197, 663, 1315, 678]
- classified-ad-lead: রুমমেট :: [350, 2139, 403, 2155]
- section-misc-label: বিবিধ: [1367, 875, 1430, 906]
- classified-ad-text: At 99-34 Bellaire Place, Hollis, NY, this brand-new, fully gut-renovated home is directly in front of the Hollis Al Rahman Mosque. Available as a mortgage deal at $900K. Call/Text 718 749 4045: [637, 1723, 899, 1833]
- section-rent-label: বাসা ভাড়া: [310, 174, 426, 205]
- classified-ad-text: 3 bedrooms, living room, kitchen space, 1 bathroom at # 4 train area Bronx rent from July 1st, 2025. Shahadat at 917-593-9311: [70, 848, 332, 920]
- classified-ad-text: উডসাইড নর্দনব্লুবার্ড (গজ) সাবওয়ের পাশে সুন্দর নিরিবিলি পরিবেশে একটি এক বেডরুমের সেমিবেইসমেন্ট ১ বেডরুম ১ বাথরুম ও লিভিং কিচেন ১ লা জুন মাস থেকে ছোট পরিবারের নিকট ভাড়া দেওয়া হবে। আগ্রহীরা নিচের নাম্বারে যোগাযোগ করতে পারেন। ফোন : ৯১৭-২০০-০৪৬৩: [350, 412, 617, 541]
- classified-ad-lead: Driver :: [1197, 227, 1247, 242]
- office-room-ad: [916, 1837, 1473, 2044]
- classified-ad: [916, 847, 1178, 923]
- classified-ad: [350, 559, 616, 634]
- mls-logo: MLS: [1169, 1795, 1207, 1815]
- classified-ad-text: 2 bedrooms, living room, kitchen space, 1 bathroom at # 4 train area Bronx rent from July 1st, 2025. Shahadat at 917-593-9311: [70, 939, 332, 1011]
- classified-ad-text: আমরা নিজস্ব অফিস থেকে আরসি এর মাধ্যমে ডোমেস্টিক ও ইন্টারন্যাশনাল টিকেট সর্বনিম্ন মূল্যে টিকেট ইস্যু করে থাকি। আমরাসকল এয়ারলাইন্স-এর টিকেট ইস্যু করি। অনুগ্রহ করে কল করুন: ৬৪৬-৭২৭-৭৭৭২, ৬৪৬-৯৬৩-৩৩৯৮ S.S Travel & Multi Services Inc. 37-42 72 Street, 2 nd Floor. Jackson Heights, NY 11372. Email : sstravelny@yahoo.com: [1197, 932, 1470, 1099]
- section-head-matrimony: [916, 1050, 1182, 1105]
- classified-ad: [70, 225, 332, 320]
- classified-ad-lead: House for sale :: [637, 541, 748, 556]
